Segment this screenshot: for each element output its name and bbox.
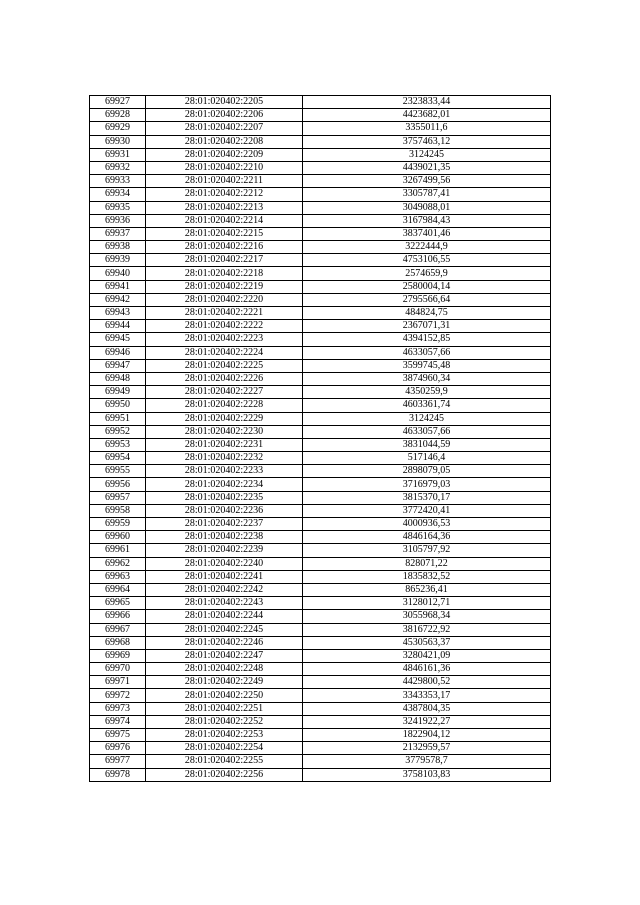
cadastral-value-cell: 3305787,41 — [303, 188, 551, 201]
cadastral-number-cell: 28:01:020402:2207 — [146, 122, 303, 135]
table-row — [90, 518, 551, 531]
cadastral-value-cell: 3055968,34 — [303, 610, 551, 623]
cadastral-number-cell: 28:01:020402:2253 — [146, 729, 303, 742]
row-number-cell: 69956 — [90, 478, 146, 491]
cadastral-value-cell: 4423682,01 — [303, 109, 551, 122]
table-row — [90, 267, 551, 280]
cadastral-number-cell: 28:01:020402:2227 — [146, 386, 303, 399]
table-row — [90, 241, 551, 254]
cadastral-number-cell: 28:01:020402:2247 — [146, 649, 303, 662]
cadastral-number-cell: 28:01:020402:2248 — [146, 663, 303, 676]
cadastral-number-cell: 28:01:020402:2239 — [146, 544, 303, 557]
row-number-cell: 69954 — [90, 452, 146, 465]
cadastral-value-cell: 3222444,9 — [303, 241, 551, 254]
table-row — [90, 346, 551, 359]
table-row — [90, 96, 551, 109]
row-number-cell: 69932 — [90, 161, 146, 174]
cadastral-value-cell: 3105797,92 — [303, 544, 551, 557]
table-row — [90, 109, 551, 122]
cadastral-value-cell: 4439021,35 — [303, 161, 551, 174]
table-row — [90, 214, 551, 227]
row-number-cell: 69974 — [90, 715, 146, 728]
row-number-cell: 69969 — [90, 649, 146, 662]
cadastral-number-cell: 28:01:020402:2211 — [146, 175, 303, 188]
cadastral-value-cell: 3816722,92 — [303, 623, 551, 636]
table-row — [90, 544, 551, 557]
table-row — [90, 478, 551, 491]
row-number-cell: 69940 — [90, 267, 146, 280]
cadastral-value-cell: 3831044,59 — [303, 438, 551, 451]
table-row — [90, 320, 551, 333]
table-row — [90, 148, 551, 161]
table-row — [90, 227, 551, 240]
cadastral-number-cell: 28:01:020402:2224 — [146, 346, 303, 359]
row-number-cell: 69948 — [90, 372, 146, 385]
cadastral-value-cell: 3779578,7 — [303, 755, 551, 768]
cadastral-value-cell: 1835832,52 — [303, 570, 551, 583]
row-number-cell: 69946 — [90, 346, 146, 359]
cadastral-value-cell: 2132959,57 — [303, 742, 551, 755]
cadastral-value-cell: 3343353,17 — [303, 689, 551, 702]
table-row — [90, 161, 551, 174]
row-number-cell: 69970 — [90, 663, 146, 676]
row-number-cell: 69944 — [90, 320, 146, 333]
table-row — [90, 372, 551, 385]
table-row — [90, 729, 551, 742]
cadastral-value-cell: 3124245 — [303, 148, 551, 161]
table-row — [90, 254, 551, 267]
cadastral-value-cell: 2323833,44 — [303, 96, 551, 109]
cadastral-number-cell: 28:01:020402:2235 — [146, 491, 303, 504]
cadastral-number-cell: 28:01:020402:2225 — [146, 359, 303, 372]
cadastral-number-cell: 28:01:020402:2209 — [146, 148, 303, 161]
cadastral-value-cell: 3716979,03 — [303, 478, 551, 491]
cadastral-value-cell: 3167984,43 — [303, 214, 551, 227]
cadastral-number-cell: 28:01:020402:2245 — [146, 623, 303, 636]
row-number-cell: 69943 — [90, 307, 146, 320]
cadastral-number-cell: 28:01:020402:2255 — [146, 755, 303, 768]
table-row — [90, 386, 551, 399]
row-number-cell: 69960 — [90, 531, 146, 544]
cadastral-value-table — [89, 95, 551, 782]
row-number-cell: 69938 — [90, 241, 146, 254]
table-row — [90, 122, 551, 135]
row-number-cell: 69963 — [90, 570, 146, 583]
cadastral-value-cell: 3758103,83 — [303, 768, 551, 781]
cadastral-number-cell: 28:01:020402:2219 — [146, 280, 303, 293]
cadastral-number-cell: 28:01:020402:2237 — [146, 518, 303, 531]
cadastral-value-cell: 3049088,01 — [303, 201, 551, 214]
table-row — [90, 570, 551, 583]
cadastral-value-cell: 4846164,36 — [303, 531, 551, 544]
cadastral-value-cell: 865236,41 — [303, 583, 551, 596]
table-row — [90, 412, 551, 425]
row-number-cell: 69933 — [90, 175, 146, 188]
row-number-cell: 69937 — [90, 227, 146, 240]
table-row — [90, 755, 551, 768]
row-number-cell: 69936 — [90, 214, 146, 227]
row-number-cell: 69977 — [90, 755, 146, 768]
row-number-cell: 69955 — [90, 465, 146, 478]
cadastral-number-cell: 28:01:020402:2240 — [146, 557, 303, 570]
cadastral-number-cell: 28:01:020402:2236 — [146, 504, 303, 517]
cadastral-number-cell: 28:01:020402:2212 — [146, 188, 303, 201]
cadastral-number-cell: 28:01:020402:2205 — [146, 96, 303, 109]
cadastral-value-cell: 3772420,41 — [303, 504, 551, 517]
cadastral-value-cell: 2898079,05 — [303, 465, 551, 478]
cadastral-value-cell: 3599745,48 — [303, 359, 551, 372]
row-number-cell: 69927 — [90, 96, 146, 109]
cadastral-value-cell: 4350259,9 — [303, 386, 551, 399]
row-number-cell: 69931 — [90, 148, 146, 161]
cadastral-number-cell: 28:01:020402:2243 — [146, 597, 303, 610]
cadastral-number-cell: 28:01:020402:2218 — [146, 267, 303, 280]
cadastral-value-cell: 517146,4 — [303, 452, 551, 465]
row-number-cell: 69928 — [90, 109, 146, 122]
cadastral-number-cell: 28:01:020402:2249 — [146, 676, 303, 689]
table-row — [90, 649, 551, 662]
cadastral-value-cell: 4530563,37 — [303, 636, 551, 649]
cadastral-value-cell: 4633057,66 — [303, 346, 551, 359]
table-row — [90, 531, 551, 544]
cadastral-value-cell: 3355011,6 — [303, 122, 551, 135]
cadastral-number-cell: 28:01:020402:2231 — [146, 438, 303, 451]
row-number-cell: 69934 — [90, 188, 146, 201]
row-number-cell: 69966 — [90, 610, 146, 623]
row-number-cell: 69961 — [90, 544, 146, 557]
table-row — [90, 583, 551, 596]
table-row — [90, 425, 551, 438]
cadastral-number-cell: 28:01:020402:2217 — [146, 254, 303, 267]
cadastral-value-cell: 2580004,14 — [303, 280, 551, 293]
table-row — [90, 742, 551, 755]
row-number-cell: 69962 — [90, 557, 146, 570]
table-row — [90, 280, 551, 293]
row-number-cell: 69929 — [90, 122, 146, 135]
cadastral-value-cell: 2795566,64 — [303, 293, 551, 306]
row-number-cell: 69950 — [90, 399, 146, 412]
cadastral-value-cell: 4846161,36 — [303, 663, 551, 676]
table-row — [90, 504, 551, 517]
cadastral-number-cell: 28:01:020402:2230 — [146, 425, 303, 438]
row-number-cell: 69978 — [90, 768, 146, 781]
row-number-cell: 69976 — [90, 742, 146, 755]
table-row — [90, 333, 551, 346]
cadastral-value-cell: 3815370,17 — [303, 491, 551, 504]
cadastral-value-cell: 3280421,09 — [303, 649, 551, 662]
table-row — [90, 201, 551, 214]
cadastral-value-cell: 4753106,55 — [303, 254, 551, 267]
table-row — [90, 135, 551, 148]
row-number-cell: 69973 — [90, 702, 146, 715]
row-number-cell: 69935 — [90, 201, 146, 214]
cadastral-number-cell: 28:01:020402:2210 — [146, 161, 303, 174]
table-row — [90, 689, 551, 702]
row-number-cell: 69957 — [90, 491, 146, 504]
cadastral-value-cell: 3241922,27 — [303, 715, 551, 728]
cadastral-number-cell: 28:01:020402:2244 — [146, 610, 303, 623]
cadastral-number-cell: 28:01:020402:2233 — [146, 465, 303, 478]
cadastral-number-cell: 28:01:020402:2213 — [146, 201, 303, 214]
row-number-cell: 69951 — [90, 412, 146, 425]
table-row — [90, 663, 551, 676]
row-number-cell: 69968 — [90, 636, 146, 649]
row-number-cell: 69942 — [90, 293, 146, 306]
row-number-cell: 69958 — [90, 504, 146, 517]
cadastral-number-cell: 28:01:020402:2214 — [146, 214, 303, 227]
table-row — [90, 768, 551, 781]
row-number-cell: 69941 — [90, 280, 146, 293]
cadastral-value-cell: 2574659,9 — [303, 267, 551, 280]
cadastral-number-cell: 28:01:020402:2241 — [146, 570, 303, 583]
cadastral-number-cell: 28:01:020402:2226 — [146, 372, 303, 385]
row-number-cell: 69964 — [90, 583, 146, 596]
table-row — [90, 293, 551, 306]
cadastral-value-cell: 484824,75 — [303, 307, 551, 320]
table-row — [90, 452, 551, 465]
cadastral-value-cell: 4429800,52 — [303, 676, 551, 689]
cadastral-number-cell: 28:01:020402:2256 — [146, 768, 303, 781]
cadastral-number-cell: 28:01:020402:2206 — [146, 109, 303, 122]
cadastral-value-cell: 3757463,12 — [303, 135, 551, 148]
table-body — [90, 96, 551, 782]
cadastral-number-cell: 28:01:020402:2221 — [146, 307, 303, 320]
cadastral-number-cell: 28:01:020402:2215 — [146, 227, 303, 240]
cadastral-number-cell: 28:01:020402:2238 — [146, 531, 303, 544]
cadastral-number-cell: 28:01:020402:2242 — [146, 583, 303, 596]
table-row — [90, 702, 551, 715]
table-row — [90, 636, 551, 649]
cadastral-number-cell: 28:01:020402:2228 — [146, 399, 303, 412]
cadastral-number-cell: 28:01:020402:2232 — [146, 452, 303, 465]
cadastral-number-cell: 28:01:020402:2254 — [146, 742, 303, 755]
cadastral-number-cell: 28:01:020402:2246 — [146, 636, 303, 649]
cadastral-value-cell: 4603361,74 — [303, 399, 551, 412]
cadastral-value-cell: 3837401,46 — [303, 227, 551, 240]
row-number-cell: 69959 — [90, 518, 146, 531]
cadastral-number-cell: 28:01:020402:2250 — [146, 689, 303, 702]
table-row — [90, 623, 551, 636]
cadastral-value-cell: 3874960,34 — [303, 372, 551, 385]
table-row — [90, 465, 551, 478]
cadastral-value-cell: 4633057,66 — [303, 425, 551, 438]
table-row — [90, 175, 551, 188]
row-number-cell: 69972 — [90, 689, 146, 702]
table-row — [90, 715, 551, 728]
cadastral-value-cell: 2367071,31 — [303, 320, 551, 333]
table-row — [90, 307, 551, 320]
row-number-cell: 69953 — [90, 438, 146, 451]
cadastral-number-cell: 28:01:020402:2229 — [146, 412, 303, 425]
cadastral-number-cell: 28:01:020402:2222 — [146, 320, 303, 333]
cadastral-number-cell: 28:01:020402:2251 — [146, 702, 303, 715]
row-number-cell: 69965 — [90, 597, 146, 610]
cadastral-number-cell: 28:01:020402:2208 — [146, 135, 303, 148]
row-number-cell: 69971 — [90, 676, 146, 689]
cadastral-value-cell: 3128012,71 — [303, 597, 551, 610]
row-number-cell: 69945 — [90, 333, 146, 346]
table-row — [90, 491, 551, 504]
cadastral-number-cell: 28:01:020402:2220 — [146, 293, 303, 306]
row-number-cell: 69949 — [90, 386, 146, 399]
table-row — [90, 438, 551, 451]
row-number-cell: 69952 — [90, 425, 146, 438]
table-row — [90, 399, 551, 412]
table-row — [90, 676, 551, 689]
row-number-cell: 69930 — [90, 135, 146, 148]
cadastral-number-cell: 28:01:020402:2252 — [146, 715, 303, 728]
cadastral-value-cell: 4387804,35 — [303, 702, 551, 715]
table-row — [90, 597, 551, 610]
cadastral-value-cell: 4000936,53 — [303, 518, 551, 531]
cadastral-number-cell: 28:01:020402:2216 — [146, 241, 303, 254]
cadastral-value-cell: 3124245 — [303, 412, 551, 425]
row-number-cell: 69967 — [90, 623, 146, 636]
cadastral-value-cell: 4394152,85 — [303, 333, 551, 346]
row-number-cell: 69975 — [90, 729, 146, 742]
table-row — [90, 557, 551, 570]
cadastral-number-cell: 28:01:020402:2234 — [146, 478, 303, 491]
table-row — [90, 610, 551, 623]
table-row — [90, 359, 551, 372]
cadastral-number-cell: 28:01:020402:2223 — [146, 333, 303, 346]
row-number-cell: 69939 — [90, 254, 146, 267]
table-row — [90, 188, 551, 201]
row-number-cell: 69947 — [90, 359, 146, 372]
cadastral-value-cell: 1822904,12 — [303, 729, 551, 742]
cadastral-value-cell: 3267499,56 — [303, 175, 551, 188]
cadastral-value-cell: 828071,22 — [303, 557, 551, 570]
